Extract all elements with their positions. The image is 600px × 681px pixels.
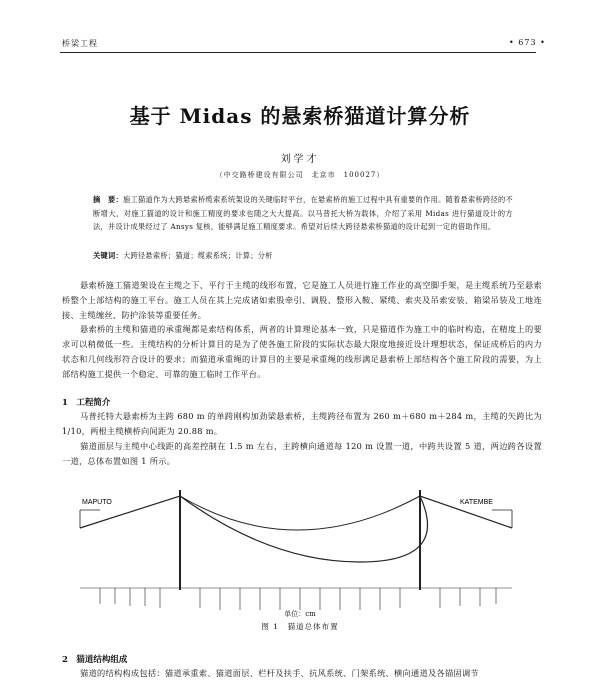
- main-cable-path: [80, 496, 512, 562]
- abstract-label: 摘 要：: [93, 195, 124, 204]
- page-number: • 673 •: [509, 38, 546, 47]
- figure-caption: 图 1 猫道总体布置: [261, 622, 339, 631]
- section-2-heading: 2 猫道结构组成: [62, 655, 128, 665]
- left-bank-label: MAPUTO: [82, 499, 112, 506]
- keywords: [93, 251, 513, 261]
- intro-paragraph-2: 悬索桥的主缆和猫道的承重绳都是索结构体系，两者的计算理论基本一致，只是猫道作为施工中的临时构造，在精度上的要求可以稍微低一些。主缆结构的分析计算目的是为了使各施工阶段的实际状态最大限度地接近设计理想状态，保证成桥后的内力状态和几何线形符合设计的要求；而猫道承重绳的计算目的主要是承重绳的线形满足悬索桥上部结构各个施工阶段的需要，为上部结构施工提供一个稳定、可靠的施工临时工作平台。: [62, 324, 542, 379]
- section-2-paragraph: 猫道的结构构成包括：猫道承重索、猫道面层、栏杆及扶手、抗风系统、门架系统、横向通道及各锚固调节: [80, 668, 479, 678]
- right-bank-label: KATEMBE: [460, 499, 493, 506]
- keywords-label: 关键词：: [93, 251, 123, 260]
- affiliation: （中交路桥建设有限公司 北京市 100027）: [215, 171, 385, 179]
- catwalk-sag: [180, 496, 420, 530]
- keywords-text: 大跨径悬索桥；猫道；缆索系统；计算；分析: [122, 251, 273, 260]
- abstract: [93, 193, 513, 234]
- intro-paragraph-1: 悬索桥施工猫道架设在主缆之下、平行于主缆的线形布置，它是施工人员进行施工作业的高空脚手架，是主缆系统乃至悬索桥整个上部结构的施工平台。施工人员在其上完成诸如索股牵引、调股、整形入鞍、紧缆、索夹及吊索安装、箱梁吊装及工地连接、主缆缠丝、防护涂装等重要任务。: [62, 280, 542, 320]
- section-1-paragraph-2: 猫道面层与主缆中心线距的高差控制在 1.5 m 左右，主跨横向通道每 120 m 设置一道，中跨共设置 5 道，两边跨各设置一道，总体布置如图 1 所示。: [62, 441, 542, 466]
- section-1-paragraph-1: 马普托特大悬索桥为主跨 680 m 的单跨刚构加劲梁悬索桥，主缆跨径布置为 260 m＋680 m＋284 m，主缆的矢跨比为 1/10，两根主缆横桥向间距为 20.88 m。: [62, 411, 542, 436]
- catwalk-layout-figure: [60, 470, 540, 620]
- running-header-journal: 桥梁工程: [62, 39, 98, 48]
- pile-group: [100, 588, 496, 610]
- section-1-heading: 1 工程简介: [62, 398, 111, 408]
- abstract-text: 施工猫道作为大跨悬索桥缆索系统架设的关键临时平台，在悬索桥的施工过程中具有重要的作用。随着悬索桥跨径的不断增大，对施工猫道的设计和施工精度的要求也随之大大提高。以马普托大桥为载体，介绍了采用 Midas 进行猫道设计的方法，并设计成果经过了 Ansys 复核，能够满足施工精度要求。希望对后续大跨径悬索桥猫道的设计起到一定的借助作用。: [93, 195, 514, 231]
- figure-unit: 单位：cm: [284, 610, 316, 618]
- paper-title: 基于 Midas 的悬索桥猫道计算分析: [129, 104, 471, 128]
- header-rule: [60, 52, 536, 53]
- author: 刘学才: [280, 154, 320, 165]
